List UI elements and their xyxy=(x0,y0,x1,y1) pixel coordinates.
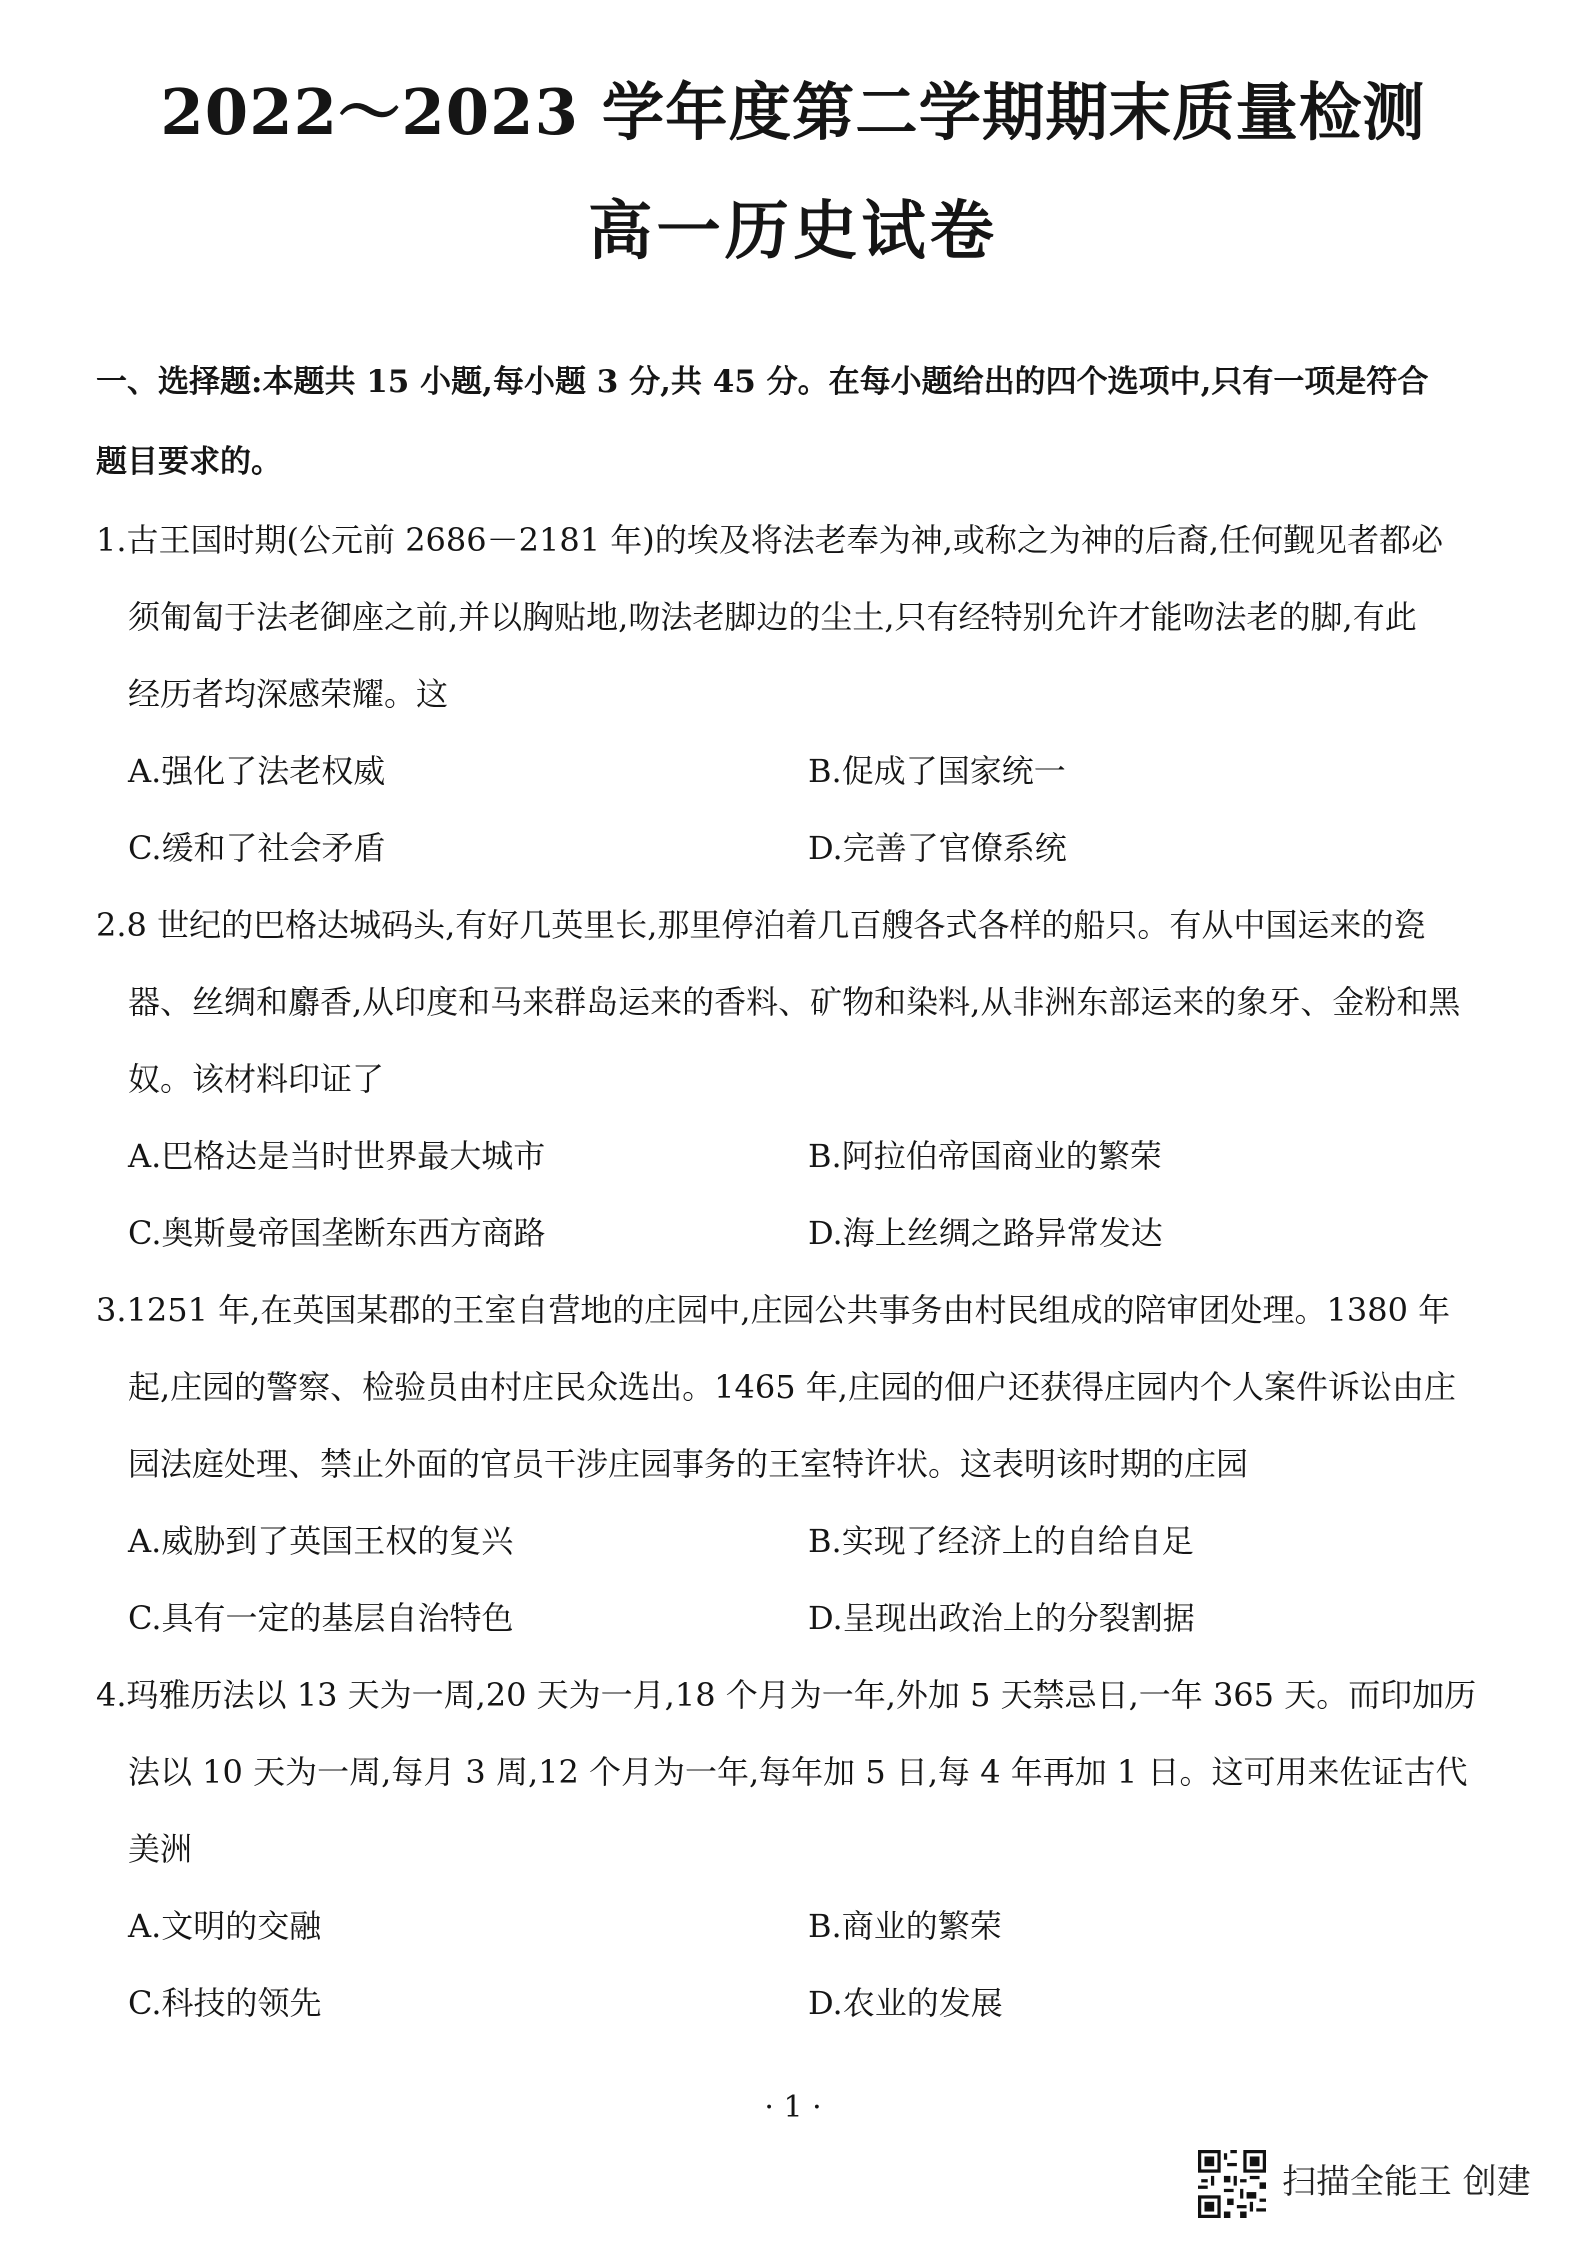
question-1-option-a: A.强化了法老权威 xyxy=(128,752,386,790)
question-3-option-c: C.具有一定的基层自治特色 xyxy=(128,1599,514,1637)
question-2-line2: 器、丝绸和麝香,从印度和马来群岛运来的香料、矿物和染料,从非洲东部运来的象牙、金粉和黑 xyxy=(128,983,1461,1021)
question-4-option-b: B.商业的繁荣 xyxy=(808,1907,1002,1945)
question-3-option-b: B.实现了经济上的自给自足 xyxy=(808,1522,1194,1560)
question-3-line3: 园法庭处理、禁止外面的官员干涉庄园事务的王室特许状。这表明该时期的庄园 xyxy=(128,1445,1249,1483)
question-2-option-b: B.阿拉伯帝国商业的繁荣 xyxy=(808,1137,1162,1175)
section-instruction-line2: 题目要求的。 xyxy=(96,444,282,480)
section-instruction-line1: 一、选择题:本题共 15 小题,每小题 3 分,共 45 分。在每小题给出的四个选项中,只有一项是符合 xyxy=(96,364,1429,400)
question-1-option-b: B.促成了国家统一 xyxy=(808,752,1066,790)
question-1-option-c: C.缓和了社会矛盾 xyxy=(128,829,386,867)
qr-code-icon xyxy=(1198,2150,1266,2218)
exam-subtitle: 高一历史试卷 xyxy=(588,194,998,269)
question-3-line2: 起,庄园的警察、检验员由村庄民众选出。1465 年,庄园的佃户还获得庄园内个人案件诉讼由庄 xyxy=(128,1368,1456,1406)
question-3-option-d: D.呈现出政治上的分裂割据 xyxy=(808,1599,1195,1637)
question-4-option-c: C.科技的领先 xyxy=(128,1984,322,2022)
question-2-option-c: C.奥斯曼帝国垄断东西方商路 xyxy=(128,1214,546,1252)
question-3-line1: 3.1251 年,在英国某郡的王室自营地的庄园中,庄园公共事务由村民组成的陪审团处理。1380 年 xyxy=(96,1291,1451,1329)
question-1-option-d: D.完善了官僚系统 xyxy=(808,829,1067,867)
question-4-line3: 美洲 xyxy=(128,1830,193,1868)
question-1-line1: 1.古王国时期(公元前 2686－2181 年)的埃及将法老奉为神,或称之为神的后裔,任何觐见者都必 xyxy=(96,521,1444,559)
scanner-watermark: 扫描全能王 创建 xyxy=(1282,2162,1531,2202)
question-1-line2: 须匍匐于法老御座之前,并以胸贴地,吻法老脚边的尘土,只有经特别允许才能吻法老的脚,有此 xyxy=(128,598,1417,636)
question-4-line1: 4.玛雅历法以 13 天为一周,20 天为一月,18 个月为一年,外加 5 天禁忌日,一年 365 天。而印加历 xyxy=(96,1676,1477,1714)
question-2-option-d: D.海上丝绸之路异常发达 xyxy=(808,1214,1163,1252)
question-1-line3: 经历者均深感荣耀。这 xyxy=(128,675,449,713)
question-2-option-a: A.巴格达是当时世界最大城市 xyxy=(128,1137,546,1175)
question-4-line2: 法以 10 天为一周,每月 3 周,12 个月为一年,每年加 5 日,每 4 年再加 1 日。这可用来佐证古代 xyxy=(128,1753,1468,1791)
question-4-option-d: D.农业的发展 xyxy=(808,1984,1003,2022)
question-2-line3: 奴。该材料印证了 xyxy=(128,1060,385,1098)
page-number: · 1 · xyxy=(764,2090,822,2125)
question-2-line1: 2.8 世纪的巴格达城码头,有好几英里长,那里停泊着几百艘各式各样的船只。有从中国运来的瓷 xyxy=(96,906,1426,944)
question-4-option-a: A.文明的交融 xyxy=(128,1907,322,1945)
exam-title: 2022～2023 学年度第二学期期末质量检测 xyxy=(160,75,1426,149)
question-3-option-a: A.威胁到了英国王权的复兴 xyxy=(128,1522,514,1560)
